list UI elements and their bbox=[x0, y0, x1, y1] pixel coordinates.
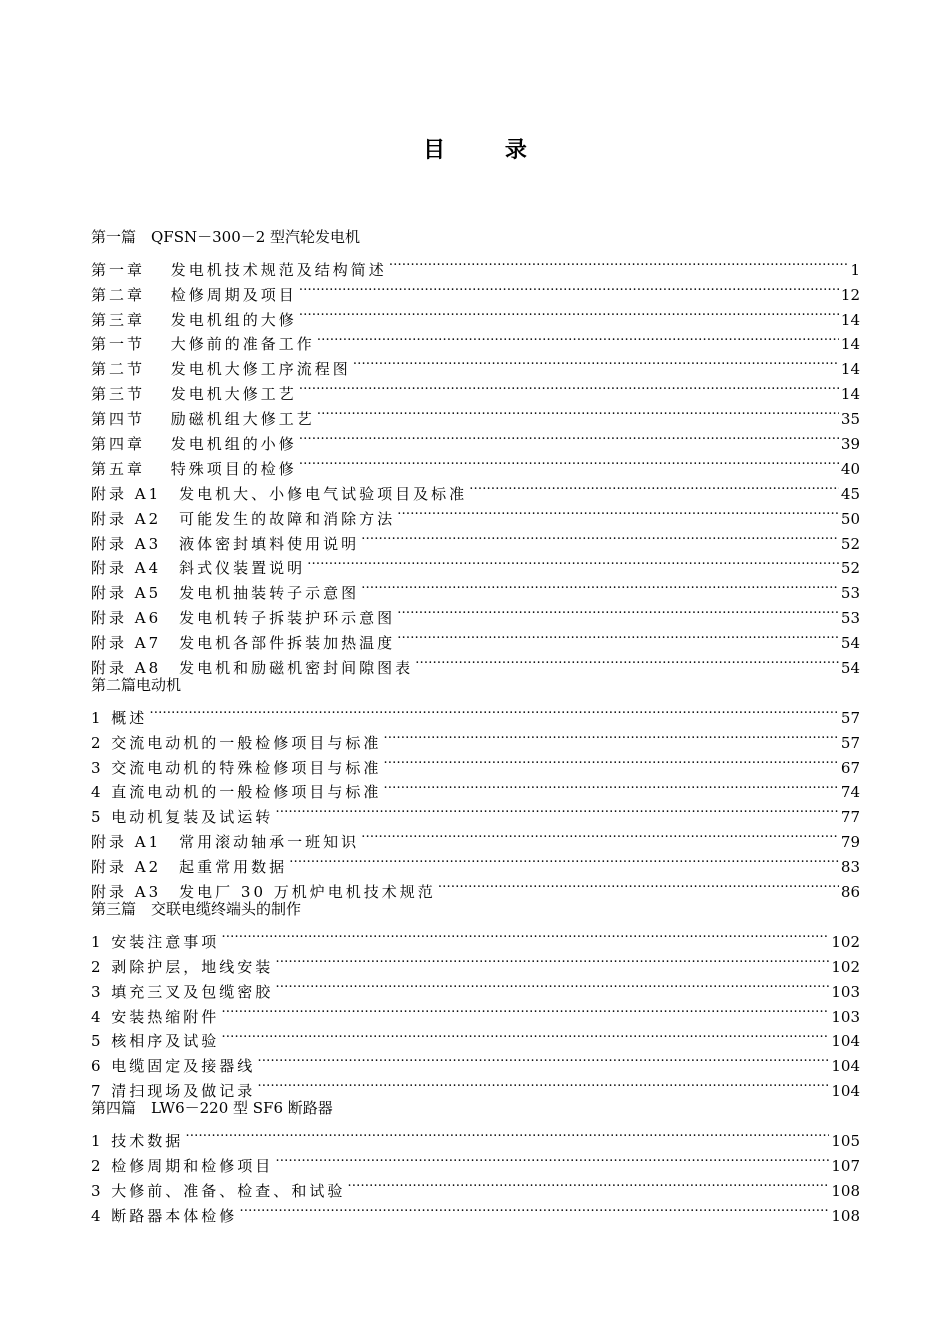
dot-leader bbox=[317, 325, 839, 350]
toc-page-number: 107 bbox=[831, 1156, 860, 1175]
dot-leader bbox=[317, 399, 839, 424]
toc-entry-label: 第三篇 交联电缆终端头的制作 bbox=[91, 900, 302, 919]
toc-entry-label: 附录 A2 起重常用数据 bbox=[91, 858, 288, 877]
dot-leader bbox=[397, 623, 839, 648]
toc-page-number: 104 bbox=[831, 1082, 860, 1101]
toc-page-number: 77 bbox=[840, 808, 860, 827]
dot-leader bbox=[257, 1046, 829, 1071]
dot-leader bbox=[275, 797, 839, 822]
dot-leader bbox=[397, 499, 839, 524]
toc-page-number: 79 bbox=[840, 833, 860, 852]
dot-leader bbox=[221, 997, 829, 1022]
dot-leader bbox=[221, 922, 829, 947]
toc-page-number: 14 bbox=[840, 360, 860, 379]
toc-entry bbox=[91, 250, 860, 279]
toc-page-number: 83 bbox=[840, 858, 860, 877]
toc-entry-label: 2 检修周期和检修项目 bbox=[91, 1156, 274, 1175]
toc-entry-label: 1 安装注意事项 bbox=[91, 932, 220, 951]
dot-leader bbox=[353, 349, 839, 374]
dot-leader bbox=[361, 524, 839, 549]
toc-part-heading bbox=[91, 1096, 860, 1121]
dot-leader bbox=[307, 549, 839, 574]
toc-page-number: 14 bbox=[840, 310, 860, 329]
toc-entry-label: 5 核相序及试验 bbox=[91, 1032, 220, 1051]
dot-leader bbox=[361, 573, 839, 598]
dot-leader bbox=[299, 300, 839, 325]
toc-page-number: 14 bbox=[840, 385, 860, 404]
toc-page-number: 104 bbox=[831, 1032, 860, 1051]
toc-entry-label: 第三节 发电机大修工艺 bbox=[91, 385, 297, 404]
toc-entry-label: 4 直流电动机的一般检修项目与标准 bbox=[91, 783, 382, 802]
toc-page-number: 103 bbox=[831, 1007, 860, 1026]
toc-entry-label: 3 填充三叉及包缆密胶 bbox=[91, 982, 274, 1001]
dot-leader bbox=[438, 872, 839, 897]
toc-entry-label: 7 清扫现场及做记录 bbox=[91, 1082, 256, 1101]
toc-entry-label: 第二节 发电机大修工序流程图 bbox=[91, 360, 351, 379]
toc-page-number: 52 bbox=[840, 534, 860, 553]
toc-entry-label: 附录 A3 发电厂 30 万机炉电机技术规范 bbox=[91, 883, 436, 902]
toc-entry bbox=[91, 1146, 860, 1175]
toc-page-number: 45 bbox=[840, 484, 860, 503]
toc-page-number: 57 bbox=[840, 708, 860, 727]
toc-page-number: 14 bbox=[840, 335, 860, 354]
toc-entry bbox=[91, 922, 860, 951]
dot-leader bbox=[239, 1196, 829, 1221]
toc-title: 目 录 bbox=[423, 138, 553, 163]
toc-page-number: 40 bbox=[840, 459, 860, 478]
toc-page-number: 57 bbox=[840, 733, 860, 752]
toc-page-number: 86 bbox=[840, 883, 860, 902]
toc-page-number: 108 bbox=[831, 1181, 860, 1200]
dot-leader bbox=[397, 598, 839, 623]
toc-entry-label: 第二篇电动机 bbox=[91, 676, 182, 695]
dot-leader bbox=[275, 947, 829, 972]
toc-entry-label: 3 大修前、准备、检查、和试验 bbox=[91, 1181, 346, 1200]
toc-part-heading bbox=[91, 897, 860, 922]
toc-entry-label: 4 断路器本体检修 bbox=[91, 1206, 238, 1225]
toc-entry-label: 4 安装热缩附件 bbox=[91, 1007, 220, 1026]
toc-page-number: 53 bbox=[840, 584, 860, 603]
toc-page-number: 35 bbox=[840, 410, 860, 429]
dot-leader bbox=[347, 1171, 829, 1196]
toc-page-number: 105 bbox=[831, 1131, 860, 1150]
toc-page-number: 104 bbox=[831, 1057, 860, 1076]
toc-entry bbox=[91, 1121, 860, 1150]
toc-entry-label: 附录 A3 液体密封填料使用说明 bbox=[91, 534, 360, 553]
toc-entry-label: 第三章 发电机组的大修 bbox=[91, 310, 297, 329]
toc-entry-label: 第四节 励磁机组大修工艺 bbox=[91, 410, 315, 429]
toc-page-number: 1 bbox=[850, 260, 860, 279]
toc-page-number: 108 bbox=[831, 1206, 860, 1225]
toc-entry-label: 第二章 检修周期及项目 bbox=[91, 285, 297, 304]
toc-part-heading bbox=[91, 225, 860, 250]
dot-leader bbox=[469, 474, 839, 499]
toc-entry-label: 第一章 发电机技术规范及结构简述 bbox=[91, 260, 387, 279]
dot-leader bbox=[299, 449, 839, 474]
dot-leader bbox=[257, 1071, 829, 1096]
dot-leader bbox=[415, 648, 839, 673]
toc-page-number: 74 bbox=[840, 783, 860, 802]
dot-leader bbox=[383, 773, 839, 798]
toc-entry-label: 附录 A6 发电机转子拆装护环示意图 bbox=[91, 609, 396, 628]
dot-leader bbox=[383, 723, 839, 748]
toc-entry-label: 3 交流电动机的特殊检修项目与标准 bbox=[91, 758, 382, 777]
dot-leader bbox=[299, 275, 839, 300]
dot-leader bbox=[289, 847, 839, 872]
toc-page-number: 102 bbox=[831, 957, 860, 976]
toc-page-number: 102 bbox=[831, 932, 860, 951]
toc-entry-label: 附录 A8 发电机和励磁机密封间隙图表 bbox=[91, 659, 414, 678]
toc-entry-label: 附录 A7 发电机各部件拆装加热温度 bbox=[91, 634, 396, 653]
dot-leader bbox=[383, 748, 839, 773]
toc-entry-label: 附录 A2 可能发生的故障和消除方法 bbox=[91, 509, 396, 528]
dot-leader bbox=[185, 1121, 829, 1146]
toc-entry-label: 2 剥除护层，地线安装 bbox=[91, 957, 274, 976]
toc-page-number: 12 bbox=[840, 285, 860, 304]
toc-entry-label: 附录 A1 常用滚动轴承一班知识 bbox=[91, 833, 360, 852]
toc-entry bbox=[91, 698, 860, 727]
dot-leader bbox=[149, 698, 839, 723]
toc-entry-label: 第一篇 QFSN－300－2 型汽轮发电机 bbox=[91, 228, 361, 246]
toc-entry-label: 附录 A1 发电机大、小修电气试验项目及标准 bbox=[91, 484, 468, 503]
toc-entry-label: 第四篇 LW6－220 型 SF6 断路器 bbox=[91, 1099, 333, 1118]
dot-leader bbox=[361, 822, 839, 847]
toc-page-number: 54 bbox=[840, 659, 860, 678]
toc-page-number: 54 bbox=[840, 634, 860, 653]
toc-entry-label: 6 电缆固定及接器线 bbox=[91, 1057, 256, 1076]
dot-leader bbox=[389, 250, 849, 275]
toc-entry-label: 附录 A4 斜式仪装置说明 bbox=[91, 559, 306, 578]
toc-entry-label: 1 概述 bbox=[91, 708, 148, 727]
toc-entry-label: 1 技术数据 bbox=[91, 1131, 184, 1150]
toc-entry-label: 5 电动机复装及试运转 bbox=[91, 808, 274, 827]
dot-leader bbox=[221, 1022, 829, 1047]
dot-leader bbox=[275, 1146, 829, 1171]
table-of-contents bbox=[91, 225, 860, 1225]
dot-leader bbox=[299, 374, 839, 399]
toc-page-number: 52 bbox=[840, 559, 860, 578]
toc-entry-label: 附录 A5 发电机抽装转子示意图 bbox=[91, 584, 360, 603]
toc-entry-label: 第四章 发电机组的小修 bbox=[91, 435, 297, 454]
toc-entry bbox=[91, 723, 860, 752]
toc-entry-label: 2 交流电动机的一般检修项目与标准 bbox=[91, 733, 382, 752]
toc-entry-label: 第一节 大修前的准备工作 bbox=[91, 335, 315, 354]
toc-entry-label: 第五章 特殊项目的检修 bbox=[91, 459, 297, 478]
dot-leader bbox=[275, 972, 829, 997]
toc-page-number: 67 bbox=[840, 758, 860, 777]
toc-page-number: 53 bbox=[840, 609, 860, 628]
toc-page-number: 50 bbox=[840, 509, 860, 528]
toc-page-number: 39 bbox=[840, 435, 860, 454]
toc-page-number: 103 bbox=[831, 982, 860, 1001]
dot-leader bbox=[299, 424, 839, 449]
